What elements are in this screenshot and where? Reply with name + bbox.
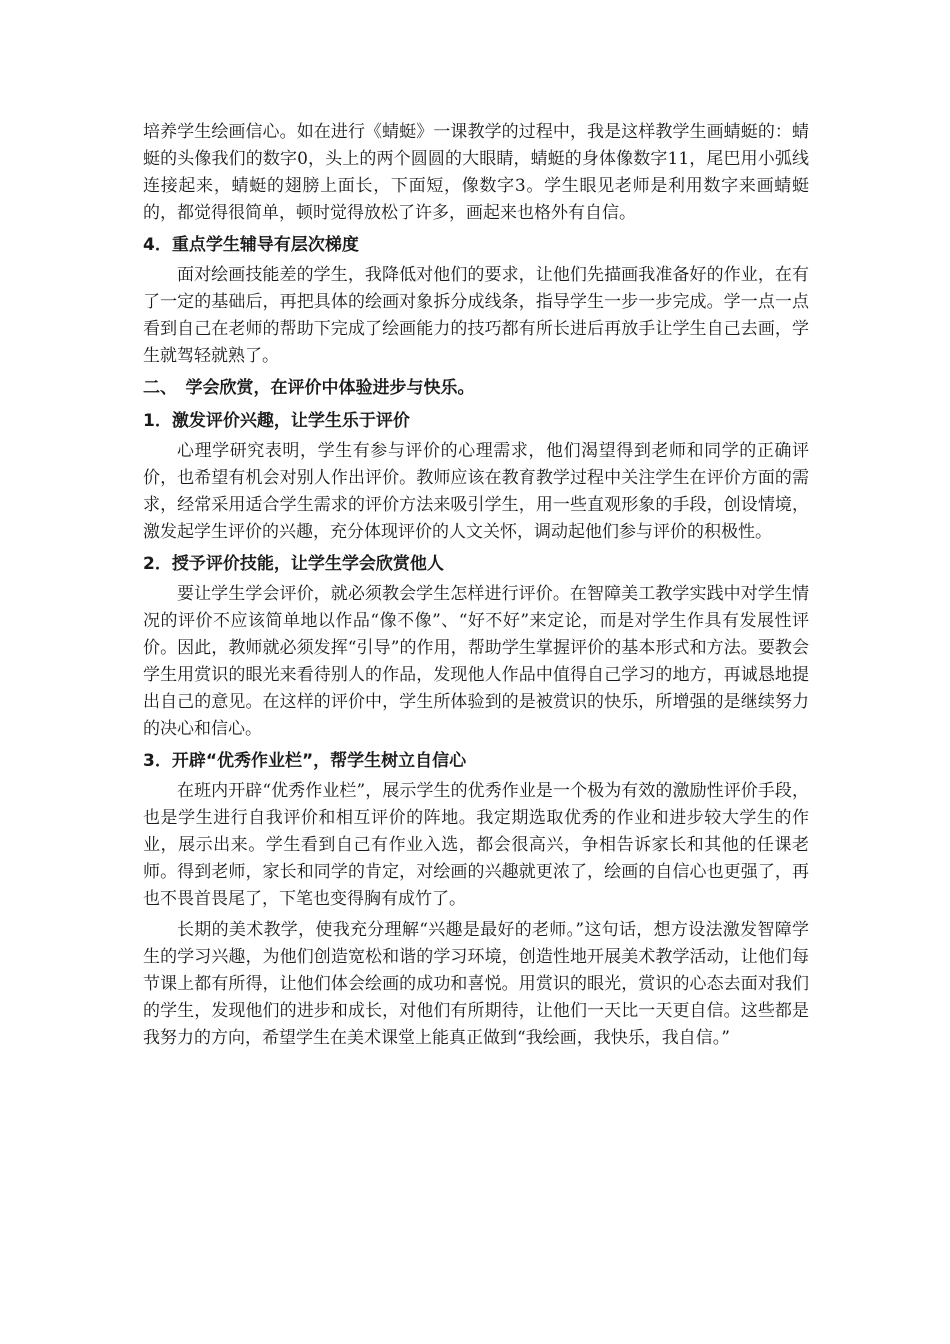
paragraph-conclusion: 长期的美术教学，使我充分理解“兴趣是最好的老师。”这句话，想方设法激发智障学生的学习兴趣，为他们创造宽松和谐的学习环境，创造性地开展美术教学活动，让他们每节课上都有所得，让他们体会绘画的成功和喜悦。用赏识的眼光，赏识的心态去面对我们的学生，发现他们的进步和成长，对他们有所期待，让他们一天比一天更自信。这些都是我努力的方向，希望学生在美术课堂上能真正做到“我绘画，我快乐，我自信。”	[143, 920, 809, 1048]
paragraph-evaluation-skills: 要让学生学会评价，就必须教会学生怎样进行评价。在智障美工教学实践中对学生情况的评价不应该简单地以作品“像不像”、“好不好”来定论，而是对学生作具有发展性评价。因此，教师就必须发挥“引导”的作用，帮助学生掌握评价的基本形式和方法。要教会学生用赏识的眼光来看待别人的作品，发现他人作品中值得自己学习的地方，再诚恳地提出自己的意见。在这样的评价中，学生所体验到的是被赏识的快乐，所增强的是继续努力的决心和信心。	[143, 584, 809, 739]
heading-section-two: 二、 学会欣赏，在评价中体验进步与快乐。	[143, 378, 475, 398]
paragraph-tiered-tutoring: 面对绘画技能差的学生，我降低对他们的要求，让他们先描画我准备好的作业，在有了一定的基础后，再把具体的绘画对象拆分成线条，指导学生一步一步完成。学一点一点看到自己在老师的帮助下完成了绘画能力的技巧都有所长进后再放手让学生自己去画，学生就驾轻就熟了。	[143, 265, 809, 366]
paragraph-excellent-homework: 在班内开辟“优秀作业栏”，展示学生的优秀作业是一个极为有效的激励性评价手段，也是学生进行自我评价和相互评价的阵地。我定期选取优秀的作业和进步较大学生的作业，展示出来。学生看到自己有作业入选，都会很高兴，争相告诉家长和其他的任课老师。得到老师，家长和同学的肯定，对绘画的兴趣就更浓了，绘画的自信心也更强了，再也不畏首畏尾了，下笔也变得胸有成竹了。	[143, 781, 809, 909]
paragraph-dragonfly-drawing: 培养学生绘画信心。如在进行《蜻蜓》一课教学的过程中，我是这样教学生画蜻蜓的：蜻蜓的头像我们的数字0，头上的两个圆圆的大眼睛，蜻蜓的身体像数字11，尾巴用小弧线连接起来，蜻蜓的翅膀上面长，下面短，像数字3。学生眼见老师是利用数字来画蜻蜓的，都觉得很简单，顿时觉得放松了许多，画起来也格外有自信。	[143, 122, 809, 223]
paragraph-evaluation-interest: 心理学研究表明，学生有参与评价的心理需求，他们渴望得到老师和同学的正确评价，也希望有机会对别人作出评价。教师应该在教育教学过程中关注学生在评价方面的需求，经常采用适合学生需求的评价方法来吸引学生，用一些直观形象的手段，创设情境，激发起学生评价的兴趣，充分体现评价的人文关怀，调动起他们参与评价的积极性。	[143, 441, 809, 542]
heading-evaluation-skills: 2．授予评价技能，让学生学会欣赏他人	[143, 554, 444, 574]
document-body	[143, 119, 809, 1052]
heading-evaluation-interest: 1．激发评价兴趣，让学生乐于评价	[143, 411, 410, 431]
heading-tiered-tutoring: 4．重点学生辅导有层次梯度	[143, 235, 359, 255]
heading-excellent-homework: 3．开辟“优秀作业栏”，帮学生树立自信心	[143, 751, 467, 771]
